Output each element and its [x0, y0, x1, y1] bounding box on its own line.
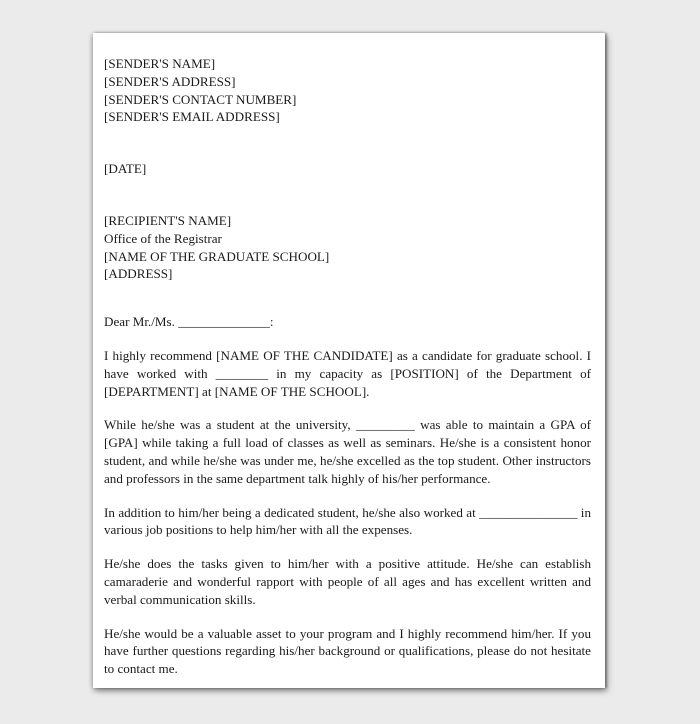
spacer-before-body: [104, 331, 591, 347]
document-page: [93, 33, 605, 688]
sender-name-line: [SENDER'S NAME]: [104, 56, 216, 71]
spacer-before-salutation: [104, 283, 591, 313]
sender-block: [104, 55, 591, 126]
letter-body: [104, 55, 591, 678]
body-paragraph-4: He/she does the tasks given to him/her with a positive attitude. He/she can establish camaraderie and wonderful rapport with people of all ages and has excellent written and verbal communication skills.: [104, 556, 591, 607]
body-paragraph-3: In addition to him/her being a dedicated student, he/she also worked at _______________ in various job positions to help him/her with all the expenses.: [104, 504, 591, 538]
recipient-name-line: [RECIPIENT'S NAME]: [104, 212, 232, 228]
body-paragraph-5: He/she would be a valuable asset to your program and I highly recommend him/her. If you have further questions regarding his/her background or qualifications, please do not hesitate to contact me.: [104, 625, 591, 677]
recipient-school-line: [NAME OF THE GRADUATE SCHOOL]: [104, 248, 330, 264]
body-paragraph-1: I highly recommend [NAME OF THE CANDIDATE] as a candidate for graduate school. I have worked with ________ in my capacity as [POSITION] of the Department of [DEPARTMENT] at [NAME OF THE SCHOOL].: [104, 347, 591, 399]
recipient-address-line: [ADDRESS]: [104, 266, 173, 282]
recipient-block: [104, 212, 591, 283]
recipient-office-line: Office of the Registrar: [104, 230, 222, 246]
spacer-before-recipient: [104, 178, 591, 212]
date-block: [104, 160, 591, 178]
spacer-before-date: [104, 126, 591, 160]
body-paragraph-2: While he/she was a student at the university, _________ was able to maintain a GPA of [GPA] while taking a full load of classes as well as seminars. He/she is a consistent honor student, and while he/she was under me, he/she excelled as the top student. Other instructors and professors in the same department talk highly of his/her performance.: [104, 417, 591, 486]
sender-email-line: [SENDER'S EMAIL ADDRESS]: [104, 109, 280, 125]
date-line: [DATE]: [104, 161, 147, 177]
sender-address-line: [SENDER'S ADDRESS]: [104, 73, 236, 89]
sender-contact-number-line: [SENDER'S CONTACT NUMBER]: [104, 91, 297, 107]
salutation-line: Dear Mr./Ms. ______________:: [104, 314, 274, 330]
